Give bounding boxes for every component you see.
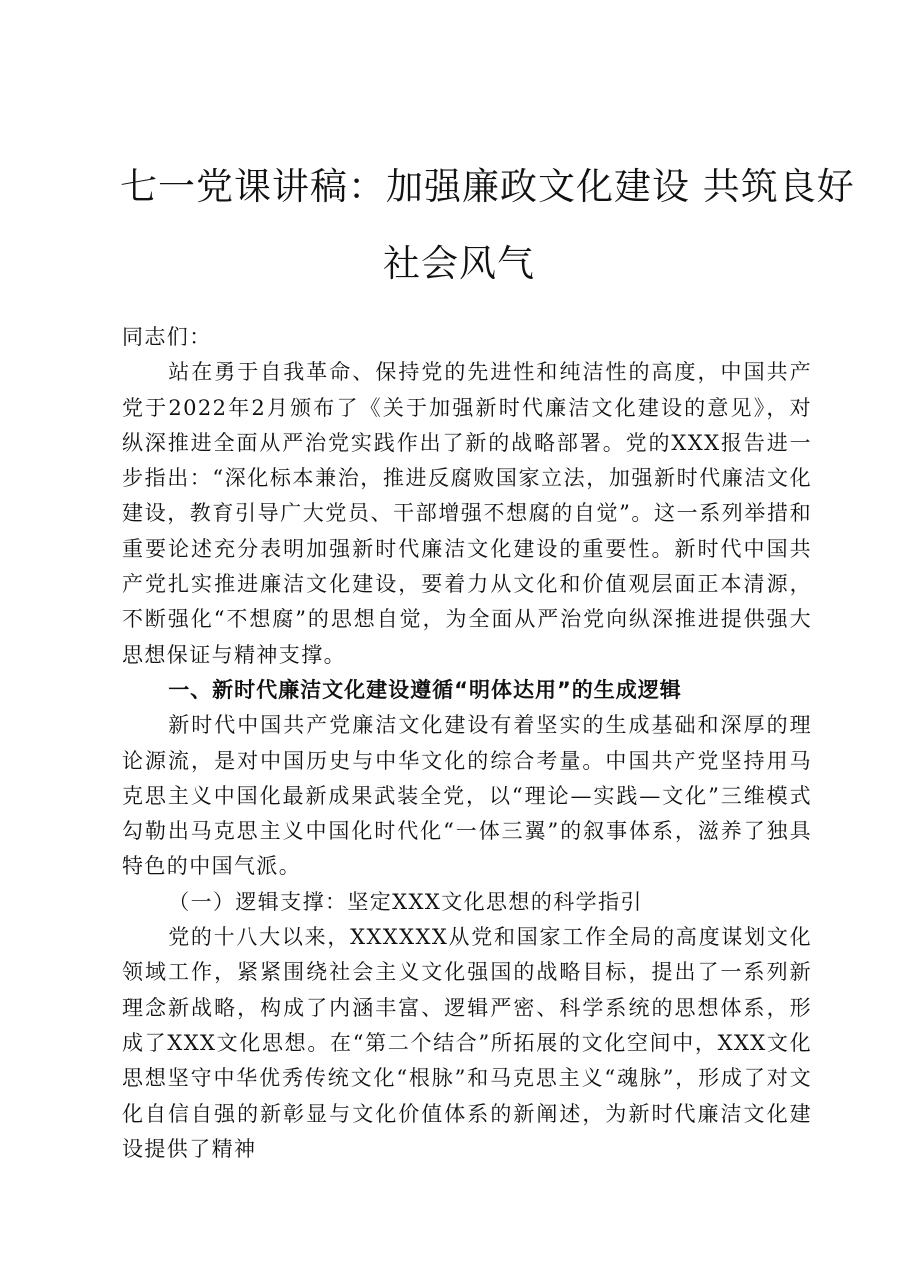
- section-heading-1: 一、新时代廉洁文化建设遵循“明体达用”的生成逻辑: [168, 677, 682, 702]
- document-title-line-1: 七一党课讲稿：加强廉政文化建设 共筑良好: [120, 165, 855, 208]
- paragraph-intro: 站在勇于自我革命、保持党的先进性和纯洁性的高度，中国共产党于2022年2月颁布了《关于加强新时代廉洁文化建设的意见》，对纵深推进全面从严治党实践作出了新的战略部署。党的XXX报告进一步指出：“深化标本兼治，推进反腐败国家立法，加强新时代廉洁文化建设，教育引导广大党员、干部增强不想腐的自觉”。这一系列举措和重要论述充分表明加强新时代廉洁文化建设的重要性。新时代中国共产党扎实推进廉洁文化建设，要着力从文化和价值观层面正本清源，不断强化“不想腐”的思想自觉，为全面从严治党向纵深推进提供强大思想保证与精神支撑。: [122, 360, 812, 667]
- subsection-heading-1: （一）逻辑支撑：坚定XXX文化思想的科学指引: [168, 889, 643, 914]
- salutation: 同志们：: [122, 325, 212, 349]
- paragraph-subsection-1: 党的十八大以来，XXXXXX从党和国家工作全局的高度谋划文化领域工作，紧紧围绕社会主义文化强国的战略目标，提出了一系列新理念新战略，构成了内涵丰富、逻辑严密、科学系统的思想体系，形成了XXX文化思想。在“第二个结合”所拓展的文化空间中，XXX文化思想坚守中华优秀传统文化“根脉”和马克思主义“魂脉”，形成了对文化自信自强的新彰显与文化价值体系的新阐述，为新时代廉洁文化建设提供了精神: [122, 925, 812, 1161]
- paragraph-section-1: 新时代中国共产党廉洁文化建设有着坚实的生成基础和深厚的理论源流，是对中国历史与中华文化的综合考量。中国共产党坚持用马克思主义中国化最新成果武装全党，以“理论—实践—文化”三维模式勾勒出马克思主义中国化时代化“一体三翼”的叙事体系，滋养了独具特色的中国气派。: [122, 713, 812, 879]
- document-title-line-2: 社会风气: [383, 242, 535, 285]
- document-body: [122, 320, 812, 1167]
